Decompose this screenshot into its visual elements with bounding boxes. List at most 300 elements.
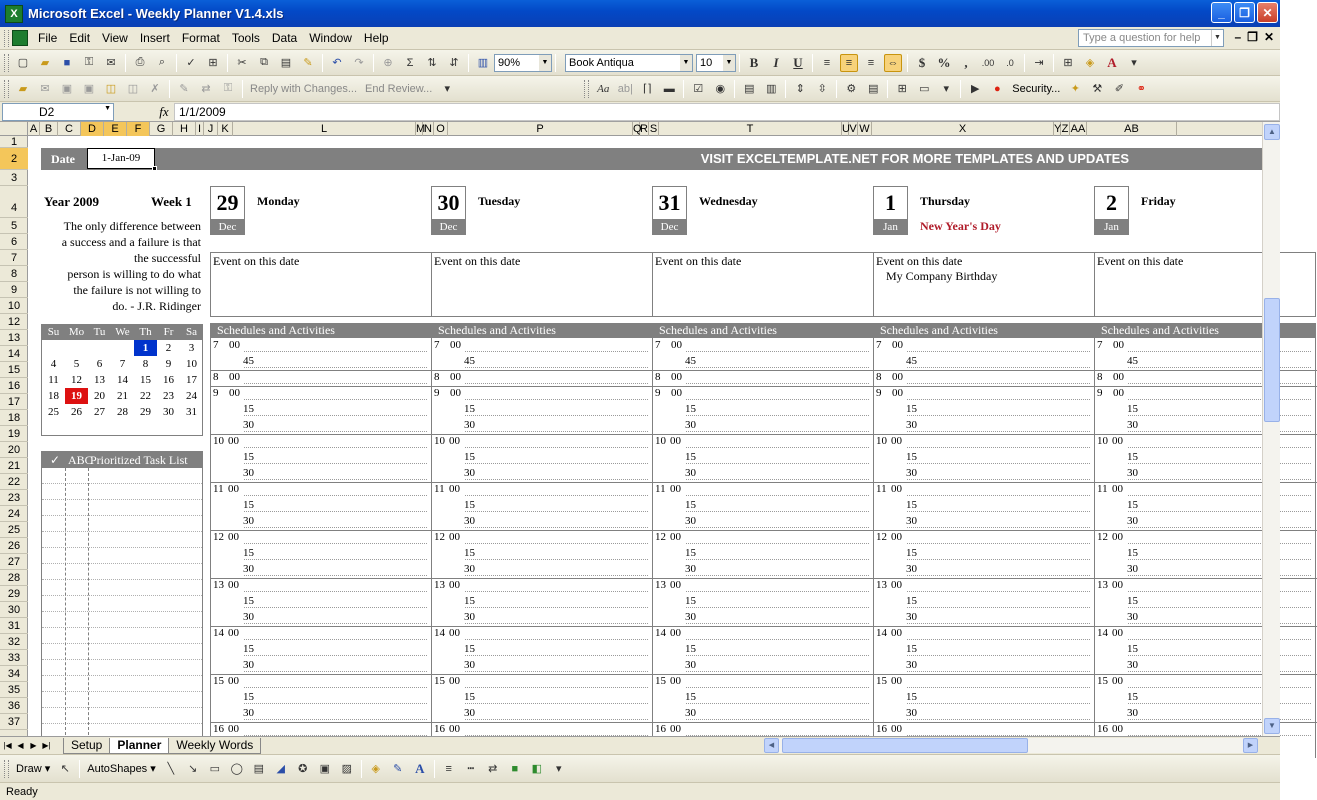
fill-color-icon[interactable]: ◈	[1085, 57, 1095, 69]
spinner-icon[interactable]: ⇳	[817, 83, 827, 95]
text-box-icon[interactable]: ▤	[253, 763, 264, 775]
time-slot[interactable]	[874, 562, 1096, 578]
font-name-combo[interactable]	[565, 54, 693, 72]
chevron-down-icon[interactable]: ▼	[539, 55, 551, 71]
menu-view[interactable]: View	[102, 31, 128, 45]
time-slot[interactable]	[1095, 338, 1317, 354]
worksheet[interactable]	[29, 136, 1262, 736]
event-box[interactable]	[652, 252, 874, 317]
column-header-s[interactable]: S	[649, 123, 658, 135]
decrease-decimal-icon[interactable]: .0	[1006, 57, 1014, 68]
increase-decimal-icon[interactable]: .00	[981, 57, 995, 68]
save-icon[interactable]: ■	[63, 56, 71, 69]
time-slot[interactable]	[653, 530, 875, 546]
comma-icon[interactable]: ,	[964, 54, 968, 70]
task-row[interactable]	[42, 707, 202, 708]
task-row[interactable]	[42, 563, 202, 564]
column-header-o[interactable]: O	[434, 122, 448, 136]
time-slot[interactable]	[874, 450, 1096, 466]
research-icon[interactable]: ⊞	[208, 57, 218, 69]
row-header-4[interactable]: 4	[0, 186, 28, 218]
record-macro-icon[interactable]: ●	[993, 82, 1001, 95]
task-row[interactable]	[42, 515, 202, 516]
new-icon[interactable]: ▢	[17, 57, 29, 69]
column-header-e[interactable]: E	[104, 122, 127, 136]
time-slot[interactable]	[874, 578, 1096, 594]
row-header-8[interactable]: 8	[0, 266, 28, 282]
cut-icon[interactable]: ✂	[237, 57, 247, 69]
time-slot[interactable]	[653, 418, 875, 434]
column-header-u[interactable]: U	[842, 123, 850, 135]
run-macro-icon[interactable]: ▶	[971, 83, 980, 95]
italic-icon[interactable]: I	[773, 54, 779, 70]
time-slot[interactable]	[432, 338, 654, 354]
bold-icon[interactable]: B	[749, 54, 759, 70]
time-slot[interactable]	[1095, 498, 1317, 514]
help-search-input[interactable]	[1078, 29, 1224, 47]
delete-comment-icon[interactable]: ✗	[150, 83, 160, 95]
time-slot[interactable]	[432, 514, 654, 530]
toolbar-grip[interactable]	[4, 760, 9, 778]
chevron-down-icon[interactable]: ▼	[680, 55, 692, 71]
time-slot[interactable]	[1095, 434, 1317, 450]
doc-restore-button[interactable]: ❐	[1247, 30, 1258, 44]
protect-icon[interactable]: ⚿	[223, 82, 233, 94]
time-slot[interactable]	[432, 674, 654, 690]
design-mode-icon[interactable]: ✐	[1114, 83, 1124, 95]
oval-icon[interactable]: ◯	[230, 763, 243, 775]
time-slot[interactable]	[432, 434, 654, 450]
scroll-right-icon[interactable]: ▶	[1243, 738, 1258, 753]
column-header-a[interactable]: A	[28, 122, 40, 136]
time-slot[interactable]	[874, 418, 1096, 434]
time-slot[interactable]	[874, 354, 1096, 370]
arrow-icon[interactable]: ↘	[188, 763, 198, 775]
time-slot[interactable]	[653, 450, 875, 466]
control-toolbox-icon[interactable]: ⚒	[1092, 83, 1103, 95]
sort-ascending-icon[interactable]: ⇅	[427, 57, 437, 69]
time-slot[interactable]	[874, 466, 1096, 482]
time-slot[interactable]	[432, 626, 654, 642]
date-cell[interactable]	[87, 148, 155, 169]
time-slot[interactable]	[1095, 562, 1317, 578]
undo-icon[interactable]: ↶	[332, 57, 342, 69]
rectangle-icon[interactable]: ▭	[209, 763, 220, 775]
row-header-37[interactable]: 37	[0, 714, 28, 730]
font-size-combo[interactable]	[696, 54, 736, 72]
vertical-scrollbar[interactable]	[1262, 122, 1280, 736]
font-color-icon[interactable]: A	[1107, 54, 1117, 70]
time-slot[interactable]	[653, 370, 875, 386]
time-slot[interactable]	[211, 610, 433, 626]
first-sheet-icon[interactable]: |◀	[3, 741, 12, 750]
column-header-g[interactable]: G	[150, 122, 173, 136]
task-row[interactable]	[42, 483, 202, 484]
time-slot[interactable]	[653, 658, 875, 674]
line-style-icon[interactable]: ≡	[445, 762, 452, 775]
row-header-20[interactable]: 20	[0, 442, 28, 458]
menu-data[interactable]: Data	[271, 31, 298, 45]
time-slot[interactable]	[211, 338, 433, 354]
permission-icon[interactable]: ⚿	[84, 56, 94, 68]
time-slot[interactable]	[653, 578, 875, 594]
row-header-22[interactable]: 22	[0, 474, 28, 490]
row-header-7[interactable]: 7	[0, 250, 28, 266]
row-header-9[interactable]: 9	[0, 282, 28, 298]
time-slot[interactable]	[1095, 578, 1317, 594]
column-header-w[interactable]: W	[858, 122, 872, 136]
shadow-style-icon[interactable]: ■	[511, 762, 519, 775]
indent-icon[interactable]: ⇥	[1034, 57, 1044, 69]
time-slot[interactable]	[211, 482, 433, 498]
font-color-icon[interactable]: A	[415, 760, 425, 776]
row-header-18[interactable]: 18	[0, 410, 28, 426]
column-header-q[interactable]: Q	[633, 123, 642, 135]
underline-icon[interactable]: U	[793, 54, 803, 70]
time-slot[interactable]	[874, 706, 1096, 722]
run-dialog-icon[interactable]: ▭	[919, 83, 930, 95]
select-all-button[interactable]	[0, 122, 28, 136]
toolbar-options-icon[interactable]: ▾	[943, 83, 950, 95]
borders-icon[interactable]: ⊞	[1063, 57, 1073, 69]
print-icon[interactable]: ⎙	[135, 56, 145, 68]
column-header-n[interactable]: N	[423, 122, 434, 136]
time-slot[interactable]	[874, 386, 1096, 402]
column-header-aa[interactable]: AA	[1070, 123, 1086, 135]
visual-basic-icon[interactable]: ✦	[1070, 83, 1080, 95]
time-slot[interactable]	[211, 578, 433, 594]
vertical-scroll-thumb[interactable]	[1264, 298, 1280, 422]
doc-minimize-button[interactable]: –	[1234, 30, 1242, 44]
time-slot[interactable]	[653, 514, 875, 530]
time-slot[interactable]	[653, 706, 875, 722]
copy-icon[interactable]: ⧉	[260, 56, 268, 68]
reply-with-changes-button[interactable]: Reply with Changes...	[250, 82, 357, 95]
column-header-b[interactable]: B	[40, 122, 58, 136]
time-slot[interactable]	[874, 482, 1096, 498]
row-header-30[interactable]: 30	[0, 602, 28, 618]
time-slot[interactable]	[653, 642, 875, 658]
maximize-button[interactable]: ❐	[1234, 2, 1255, 23]
time-slot[interactable]	[211, 546, 433, 562]
row-header-32[interactable]: 32	[0, 634, 28, 650]
time-slot[interactable]	[211, 674, 433, 690]
scroll-left-icon[interactable]: ◀	[764, 738, 779, 753]
align-center-icon[interactable]: ≡	[840, 54, 858, 72]
row-header-26[interactable]: 26	[0, 538, 28, 554]
time-slot[interactable]	[211, 402, 433, 418]
last-sheet-icon[interactable]: ▶|	[42, 741, 51, 750]
column-header-f[interactable]: F	[127, 122, 150, 136]
spelling-icon[interactable]: ✓	[186, 57, 196, 69]
row-header-1[interactable]: 1	[0, 136, 28, 148]
time-slot[interactable]	[653, 386, 875, 402]
row-header-24[interactable]: 24	[0, 506, 28, 522]
time-slot[interactable]	[211, 418, 433, 434]
time-slot[interactable]	[874, 370, 1096, 386]
time-slot[interactable]	[653, 482, 875, 498]
send-icon[interactable]: ⇄	[201, 83, 211, 95]
column-header-x[interactable]: X	[872, 122, 1054, 136]
fill-color-icon[interactable]: ◈	[371, 763, 380, 775]
time-slot[interactable]	[211, 498, 433, 514]
time-slot[interactable]	[653, 610, 875, 626]
show-all-comments-icon[interactable]: ◫	[127, 83, 139, 95]
comment-next-icon[interactable]: ▣	[61, 83, 73, 95]
column-header-j[interactable]: J	[204, 122, 218, 136]
row-header-3[interactable]: 3	[0, 170, 28, 186]
row-header-36[interactable]: 36	[0, 698, 28, 714]
track-changes-icon[interactable]: ✎	[179, 83, 189, 95]
row-header-21[interactable]: 21	[0, 458, 28, 474]
task-row[interactable]	[42, 499, 202, 500]
time-slot[interactable]	[211, 658, 433, 674]
toolbar-grip[interactable]	[4, 30, 9, 47]
toolbar-grip[interactable]	[4, 80, 9, 98]
end-review-button[interactable]: End Review...	[365, 82, 433, 95]
time-slot[interactable]	[1095, 466, 1317, 482]
option-button-icon[interactable]: ◉	[715, 83, 726, 95]
column-header-k[interactable]: K	[218, 122, 233, 136]
time-slot[interactable]	[211, 386, 433, 402]
chevron-down-icon[interactable]: ▼	[1211, 30, 1223, 46]
edit-code-icon[interactable]: ▤	[868, 83, 879, 95]
time-slot[interactable]	[653, 546, 875, 562]
row-header-15[interactable]: 15	[0, 362, 28, 378]
control-properties-icon[interactable]: ⚙	[846, 83, 857, 95]
row-header-14[interactable]: 14	[0, 346, 28, 362]
time-slot[interactable]	[874, 674, 1096, 690]
row-header-31[interactable]: 31	[0, 618, 28, 634]
row-header-34[interactable]: 34	[0, 666, 28, 682]
time-slot[interactable]	[1095, 594, 1317, 610]
event-box[interactable]	[873, 252, 1095, 317]
label-icon[interactable]: Aa	[597, 82, 610, 95]
group-box-icon[interactable]: ⌈⌉	[642, 83, 652, 95]
time-slot[interactable]	[211, 690, 433, 706]
script-editor-icon[interactable]: ⚭	[1136, 83, 1146, 95]
row-header-10[interactable]: 10	[0, 298, 28, 314]
time-slot[interactable]	[874, 690, 1096, 706]
time-slot[interactable]	[432, 530, 654, 546]
menu-edit[interactable]: Edit	[69, 31, 91, 45]
edit-box-icon[interactable]: ab|	[617, 82, 633, 95]
time-slot[interactable]	[653, 690, 875, 706]
sheet-tab-setup[interactable]: Setup	[63, 738, 110, 754]
close-button[interactable]: ✕	[1257, 2, 1278, 23]
combo-box-icon[interactable]: ▥	[766, 83, 777, 95]
folder-icon[interactable]: ▰	[18, 83, 28, 95]
time-slot[interactable]	[432, 450, 654, 466]
format-painter-icon[interactable]: ✎	[303, 57, 313, 69]
row-header-23[interactable]: 23	[0, 490, 28, 506]
row-header-35[interactable]: 35	[0, 682, 28, 698]
name-box[interactable]	[2, 103, 114, 121]
horizontal-scroll-thumb[interactable]	[782, 738, 1028, 753]
time-slot[interactable]	[1095, 706, 1317, 722]
task-row[interactable]	[42, 659, 202, 660]
time-slot[interactable]	[211, 434, 433, 450]
menu-window[interactable]: Window	[309, 31, 352, 45]
select-objects-icon[interactable]: ↖	[60, 763, 70, 775]
line-color-icon[interactable]: ✎	[393, 763, 403, 775]
line-icon[interactable]: ╲	[167, 763, 175, 775]
column-header-m[interactable]: M	[416, 123, 426, 135]
time-slot[interactable]	[874, 514, 1096, 530]
row-header-16[interactable]: 16	[0, 378, 28, 394]
minimize-button[interactable]: _	[1211, 2, 1232, 23]
email-icon[interactable]: ✉	[106, 57, 116, 69]
open-icon[interactable]: ▰	[40, 57, 50, 69]
fill-handle[interactable]	[152, 166, 157, 171]
time-slot[interactable]	[432, 706, 654, 722]
time-slot[interactable]	[211, 626, 433, 642]
time-slot[interactable]	[211, 530, 433, 546]
chevron-down-icon[interactable]: ▼	[723, 55, 735, 71]
menu-help[interactable]: Help	[363, 31, 389, 45]
column-header-i[interactable]: I	[196, 122, 204, 136]
column-header-v[interactable]: V	[849, 123, 857, 135]
row-header-6[interactable]: 6	[0, 234, 28, 250]
task-row[interactable]	[42, 547, 202, 548]
menu-insert[interactable]: Insert	[139, 31, 170, 45]
scroll-bar-icon[interactable]: ⇕	[795, 83, 805, 95]
time-slot[interactable]	[1095, 546, 1317, 562]
time-slot[interactable]	[653, 498, 875, 514]
column-header-h[interactable]: H	[173, 122, 196, 136]
task-row[interactable]	[42, 691, 202, 692]
time-slot[interactable]	[432, 594, 654, 610]
row-header-5[interactable]: 5	[0, 218, 28, 234]
sheet-tab-weekly-words[interactable]: Weekly Words	[168, 738, 261, 754]
time-slot[interactable]	[1095, 674, 1317, 690]
time-slot[interactable]	[1095, 370, 1317, 386]
time-slot[interactable]	[432, 642, 654, 658]
time-slot[interactable]	[653, 626, 875, 642]
row-header-17[interactable]: 17	[0, 394, 28, 410]
comment-icon[interactable]: ✉	[40, 83, 50, 95]
row-header-2[interactable]: 2	[0, 148, 28, 170]
align-right-icon[interactable]: ≡	[867, 56, 875, 69]
time-slot[interactable]	[211, 594, 433, 610]
scroll-down-icon[interactable]: ▼	[1264, 718, 1280, 734]
time-slot[interactable]	[211, 706, 433, 722]
time-slot[interactable]	[1095, 658, 1317, 674]
time-slot[interactable]	[211, 354, 433, 370]
hyperlink-icon[interactable]: ⊕	[383, 57, 393, 69]
task-row[interactable]	[42, 627, 202, 628]
clip-art-icon[interactable]: ▣	[319, 763, 330, 775]
time-slot[interactable]	[874, 530, 1096, 546]
document-icon[interactable]	[12, 30, 28, 46]
time-slot[interactable]	[432, 402, 654, 418]
prev-sheet-icon[interactable]: ◀	[17, 741, 24, 750]
align-left-icon[interactable]: ≡	[823, 56, 831, 69]
comment-prev-icon[interactable]: ▣	[83, 83, 95, 95]
column-header-z[interactable]: Z	[1061, 123, 1069, 135]
time-slot[interactable]	[653, 674, 875, 690]
time-slot[interactable]	[432, 354, 654, 370]
task-row[interactable]	[42, 579, 202, 580]
time-slot[interactable]	[1095, 354, 1317, 370]
scroll-up-icon[interactable]: ▲	[1264, 124, 1280, 140]
column-header-c[interactable]: C	[58, 122, 81, 136]
time-slot[interactable]	[653, 434, 875, 450]
toolbar-grip[interactable]	[584, 80, 589, 98]
next-sheet-icon[interactable]: ▶	[30, 741, 37, 750]
time-slot[interactable]	[211, 642, 433, 658]
task-row[interactable]	[42, 531, 202, 532]
doc-close-button[interactable]: ✕	[1263, 30, 1274, 44]
time-slot[interactable]	[874, 610, 1096, 626]
arrow-style-icon[interactable]: ⇄	[488, 763, 498, 775]
time-slot[interactable]	[874, 594, 1096, 610]
time-slot[interactable]	[211, 466, 433, 482]
horizontal-scrollbar[interactable]	[764, 738, 1258, 753]
time-slot[interactable]	[432, 482, 654, 498]
diagram-icon[interactable]: ✪	[298, 763, 308, 775]
time-slot[interactable]	[432, 690, 654, 706]
time-slot[interactable]	[1095, 386, 1317, 402]
event-box[interactable]	[210, 252, 432, 317]
time-slot[interactable]	[432, 386, 654, 402]
toolbar-grip[interactable]	[4, 54, 9, 72]
time-slot[interactable]	[211, 562, 433, 578]
redo-icon[interactable]: ↷	[354, 57, 364, 69]
time-slot[interactable]	[432, 610, 654, 626]
time-slot[interactable]	[653, 338, 875, 354]
time-slot[interactable]	[1095, 690, 1317, 706]
button-icon[interactable]: ▬	[663, 82, 675, 95]
row-header-27[interactable]: 27	[0, 554, 28, 570]
time-slot[interactable]	[211, 450, 433, 466]
row-header-12[interactable]: 12	[0, 314, 28, 330]
time-slot[interactable]	[874, 642, 1096, 658]
time-slot[interactable]	[874, 498, 1096, 514]
time-slot[interactable]	[432, 466, 654, 482]
menu-file[interactable]: File	[38, 31, 58, 45]
row-header-29[interactable]: 29	[0, 586, 28, 602]
chart-wizard-icon[interactable]: ▥	[477, 57, 489, 69]
task-row[interactable]	[42, 611, 202, 612]
merge-center-icon[interactable]: ⇔	[884, 54, 902, 72]
autoshapes-button[interactable]: AutoShapes ▾	[87, 763, 156, 775]
chevron-down-icon[interactable]: ▼	[104, 104, 111, 112]
time-slot[interactable]	[653, 354, 875, 370]
time-slot[interactable]	[432, 546, 654, 562]
time-slot[interactable]	[1095, 402, 1317, 418]
time-slot[interactable]	[653, 466, 875, 482]
formula-input[interactable]: 1/1/2009	[174, 103, 1280, 121]
time-slot[interactable]	[1095, 642, 1317, 658]
time-slot[interactable]	[211, 514, 433, 530]
time-slot[interactable]	[653, 402, 875, 418]
draw-menu-button[interactable]: Draw ▾	[16, 763, 51, 775]
currency-icon[interactable]: $	[918, 54, 926, 70]
picture-icon[interactable]: ▨	[341, 763, 352, 775]
event-box[interactable]	[1094, 252, 1316, 317]
time-slot[interactable]	[874, 402, 1096, 418]
column-header-ab[interactable]: AB	[1087, 122, 1177, 136]
time-slot[interactable]	[874, 658, 1096, 674]
show-comment-icon[interactable]: ◫	[105, 83, 117, 95]
time-slot[interactable]	[1095, 610, 1317, 626]
column-header-r[interactable]: R	[640, 123, 648, 135]
toolbar-options-icon[interactable]: ▾	[1131, 57, 1137, 69]
row-header-13[interactable]: 13	[0, 330, 28, 346]
row-header-33[interactable]: 33	[0, 650, 28, 666]
insert-function-icon[interactable]: fx	[159, 103, 169, 119]
